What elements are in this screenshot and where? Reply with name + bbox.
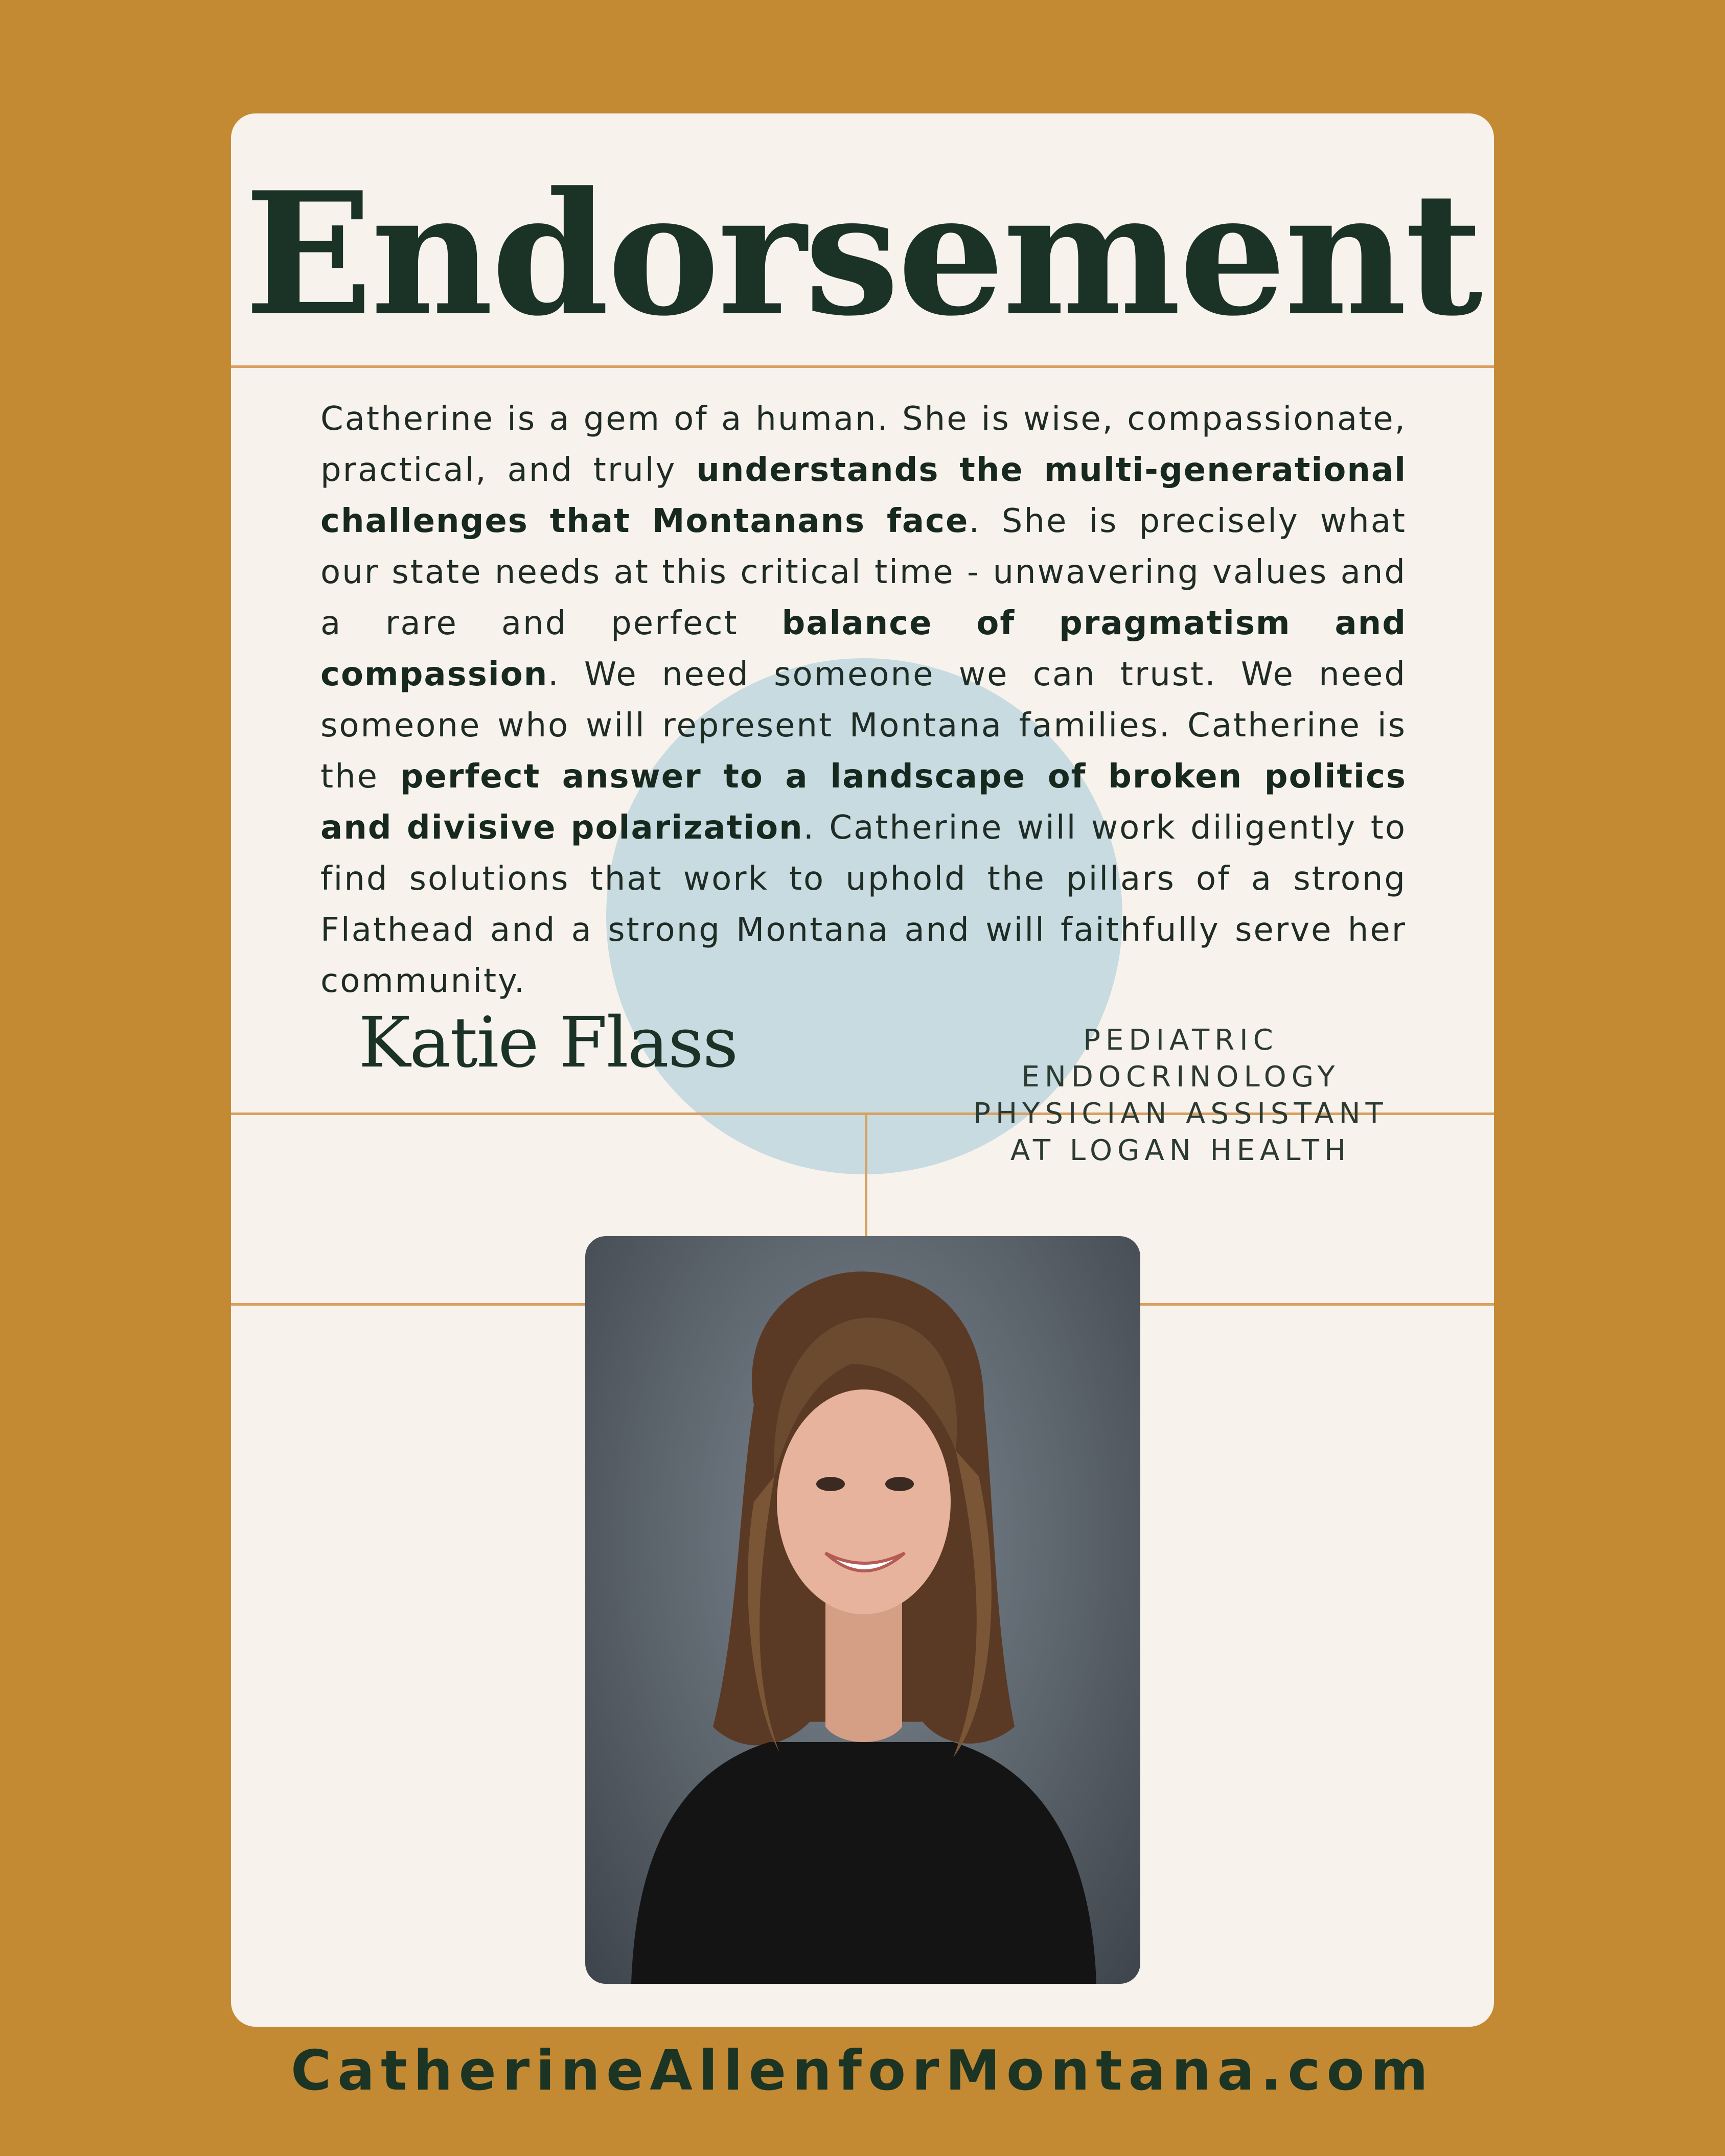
endorser-role-line: AT LOGAN HEALTH <box>1010 1134 1351 1167</box>
quote-highlight: perfect answer to a landscape of broken politics and divisive polarization <box>320 758 1407 847</box>
endorser-role <box>867 1022 1494 1169</box>
endorsement-card <box>231 113 1494 2027</box>
title-divider <box>231 365 1494 368</box>
quote-highlight: balance of pragmatism and compassion <box>320 605 1407 693</box>
quote-highlight: understands the multi-generational challenges that Montanans face <box>320 451 1407 540</box>
endorser-role-line: PHYSICIAN ASSISTANT <box>973 1097 1388 1130</box>
endorser-role-line: ENDOCRINOLOGY <box>1021 1060 1340 1094</box>
endorser-photo <box>585 1236 1140 1984</box>
endorsement-quote <box>320 393 1407 1007</box>
page-title: Endorsement <box>244 155 1481 353</box>
endorser-role-line: PEDIATRIC <box>1083 1024 1278 1057</box>
quote-segment: . We need someone we can trust. We need someone who will represent Montana families. Catherine is the <box>320 656 1407 796</box>
portrait-illustration <box>585 1236 1140 1984</box>
quote-segment: . Catherine will work diligently to find solutions that work to uphold the pillars of a strong Flathead and a strong Montana and will faithfully serve her community. <box>320 809 1407 1000</box>
quote-segment: Catherine is a gem of a human. She is wise, compassionate, practical, and truly <box>320 400 1407 489</box>
website-link[interactable]: CatherineAllenforMontana.com <box>290 2039 1435 2103</box>
quote-segment: . She is precisely what our state needs at this critical time - unwavering values and a rare and perfect <box>320 502 1407 642</box>
endorser-name: Katie Flass <box>358 1003 738 1083</box>
